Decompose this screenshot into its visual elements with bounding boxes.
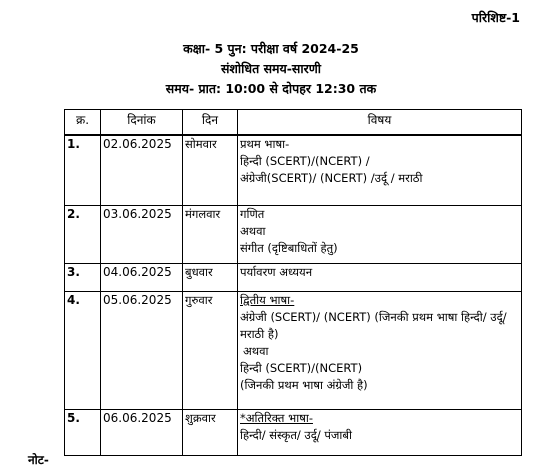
exam-title: कक्षा- 5 पुन: परीक्षा वर्ष 2024-25 xyxy=(183,41,359,56)
subject-line: पर्यावरण अध्ययन xyxy=(240,264,313,279)
row-date: 02.06.2025 xyxy=(101,135,183,205)
row-serial: 2. xyxy=(65,205,101,263)
column-header-subject: विषय xyxy=(238,110,522,136)
subject-line: अथवा xyxy=(240,223,266,238)
subject-line: *अतिरिक्त भाषा- xyxy=(240,410,313,425)
row-date: 04.06.2025 xyxy=(101,263,183,291)
row-date: 06.06.2025 xyxy=(101,409,183,455)
row-subject xyxy=(238,409,522,455)
row-day: मंगलवार xyxy=(183,205,238,263)
table-row xyxy=(65,135,522,205)
table-row xyxy=(65,205,522,263)
row-day: गुरुवार xyxy=(183,291,238,409)
subject-line: हिन्दी (SCERT)/(NCERT) xyxy=(240,360,363,375)
row-date: 05.06.2025 xyxy=(101,291,183,409)
row-serial: 4. xyxy=(65,291,101,409)
subject-line: अंग्रेजी (SCERT)/ (NCERT) (जिनकी प्रथम भाषा हिन्दी/ उर्दू/ मराठी है) xyxy=(240,309,507,341)
row-day: बुधवार xyxy=(183,263,238,291)
row-subject xyxy=(238,205,522,263)
row-day: सोमवार xyxy=(183,135,238,205)
subject-line: हिन्दी (SCERT)/(NCERT) / xyxy=(240,154,370,168)
column-header-serial: क्र. xyxy=(65,110,101,136)
subject-line: गणित xyxy=(240,206,265,221)
exam-timing: समय- प्रात: 10:00 से दोपहर 12:30 तक xyxy=(165,81,377,96)
subject-line: (जिनकी प्रथम भाषा अंग्रेजी है) xyxy=(240,377,368,392)
row-day: शुक्रवार xyxy=(183,409,238,455)
revised-timetable-title: संशोधित समय-सारणी xyxy=(220,61,322,76)
table-header-row xyxy=(65,110,522,136)
subject-line: संगीत (दृष्टिबाधितों हेतु) xyxy=(240,240,338,255)
subject-line: अथवा xyxy=(243,343,269,358)
column-header-date: दिनांक xyxy=(101,110,183,136)
table-row xyxy=(65,291,522,409)
row-serial: 1. xyxy=(65,135,101,205)
subject-line: प्रथम भाषा- xyxy=(240,137,290,151)
exam-schedule-table xyxy=(64,109,522,456)
row-subject xyxy=(238,135,522,205)
row-serial: 3. xyxy=(65,263,101,291)
table-row xyxy=(65,409,522,455)
note-label: नोट- xyxy=(28,453,49,467)
subject-line: हिन्दी/ संस्कृत/ उर्दू/ पंजाबी xyxy=(240,427,352,442)
row-subject xyxy=(238,263,522,291)
subject-line: अंग्रेजी(SCERT)/ (NCERT) /उर्दू / मराठी xyxy=(240,171,423,185)
subject-line: द्वितीय भाषा- xyxy=(240,292,295,307)
table-row xyxy=(65,263,522,291)
row-serial: 5. xyxy=(65,409,101,455)
column-header-day: दिन xyxy=(183,110,238,136)
annexure-label: परिशिष्ट-1 xyxy=(471,10,520,25)
row-date: 03.06.2025 xyxy=(101,205,183,263)
row-subject xyxy=(238,291,522,409)
